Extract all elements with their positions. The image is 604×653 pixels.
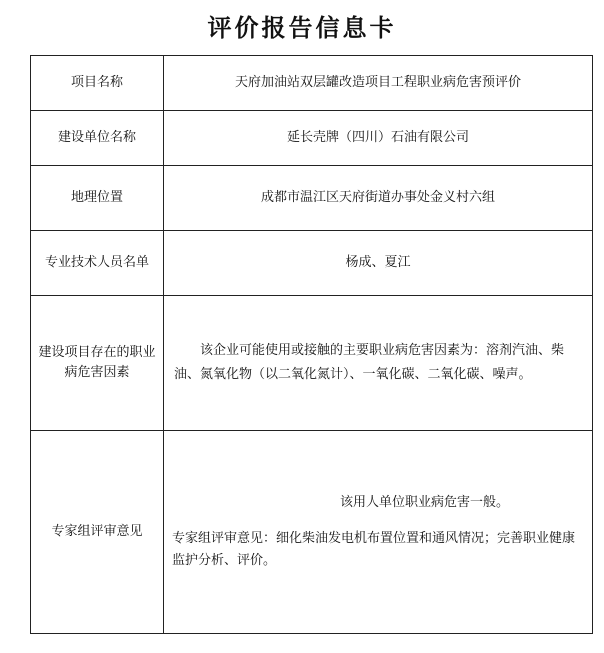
table-row-project-name [31,56,593,111]
table-row-location [31,166,593,231]
expert-opinion-label-cell [31,431,164,634]
technicians-label-cell [31,231,164,296]
project-name-label: 项目名称 [70,75,123,90]
expert-opinion-label: 专家组评审意见 [51,524,143,539]
project-name-value-cell [164,56,593,111]
project-name-label-cell [31,56,164,111]
technicians-label: 专业技术人员名单 [44,255,149,270]
technicians-value-cell [164,231,593,296]
location-label: 地理位置 [70,190,123,205]
hazards-value-cell [164,296,593,431]
construction-unit-label-cell [31,111,164,166]
hazards-label: 建设项目存在的职业病危害因素 [38,345,156,380]
location-value-cell [164,166,593,231]
expert-conclusion-text: 该用人单位职业病危害一般。 [340,495,510,510]
construction-unit-label: 建设单位名称 [57,130,136,145]
page-title: 评价报告信息卡 [207,14,397,42]
location-value: 成都市温江区天府街道办事处金义村六组 [260,190,495,205]
technicians-value: 杨成、夏江 [345,255,411,270]
construction-unit-value-cell [164,111,593,166]
table-row-technicians [31,231,593,296]
info-card-table [30,55,593,634]
table-row-construction-unit [31,111,593,166]
hazards-label-cell [31,296,164,431]
hazards-value: 该企业可能使用或接触的主要职业病危害因素为：溶剂汽油、柴油、氮氧化物（以二氧化氮计）、一氧化碳、二氧化碳、噪声。 [174,343,565,382]
location-label-cell [31,166,164,231]
table-row-hazards [31,296,593,431]
project-name-value: 天府加油站双层罐改造项目工程职业病危害预评价 [234,75,521,90]
table-row-expert-opinion [31,431,593,634]
expert-opinion-text: 专家组评审意见：细化柴油发电机布置位置和通风情况；完善职业健康监护分析、评价。 [172,531,576,568]
expert-opinion-value-cell [164,431,593,634]
construction-unit-value: 延长壳牌（四川）石油有限公司 [286,130,469,145]
